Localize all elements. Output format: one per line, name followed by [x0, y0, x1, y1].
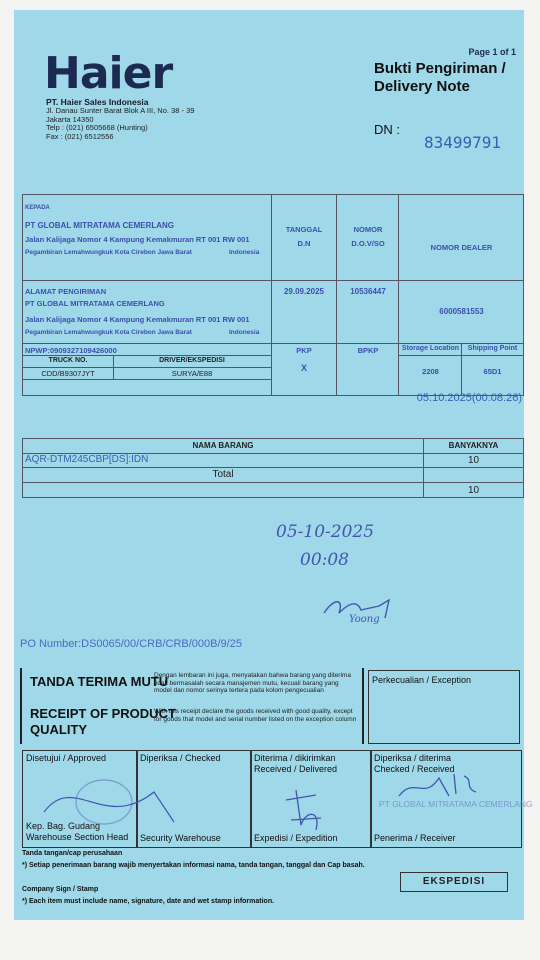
receipt-text-id: Dengan lembaran ini juga, menyatakan bahwa barang yang diterima tidak bermasalah secara manajemen mutu, kecuali barang yang model dan nomor serinya tertera pada kolom pengecualian — [154, 672, 351, 694]
phone-line: Telp : (021) 6505668 (Hunting) — [46, 123, 148, 132]
item-qty-header: BANYAKNYA — [448, 441, 499, 450]
haier-logo: Haier — [44, 48, 173, 99]
customer-info-table — [22, 194, 524, 396]
document-title — [374, 60, 506, 96]
address-line: Jakarta 14350 — [46, 114, 94, 124]
po-number: PO Number:DS0065/00/CRB/CRB/000B/9/25 — [20, 638, 242, 650]
receiver-signature — [394, 766, 484, 806]
customer-address-2: Pegambiran Lemahwungkuk Kota Cirebon Jawa Barat — [25, 249, 192, 256]
shipping-point-label: Shipping Point — [467, 345, 518, 352]
driver-label: DRIVER/EKSPEDISI — [159, 357, 225, 364]
driver-name: SURYA/E88 — [171, 369, 213, 378]
address-line: Jl. Danau Sunter Barat Blok A III, No. 38 - 39 — [46, 106, 195, 115]
ship-country: Indonesia — [229, 329, 260, 336]
npwp: NPWP:0909327109426000 — [25, 346, 117, 355]
handwritten-date: 05-10-2025 — [276, 522, 375, 542]
delivery-note-paper — [14, 10, 533, 920]
print-timestamp: 05.10.2025(00:08:26) — [416, 392, 522, 404]
dealer-number: 6000581553 — [439, 307, 484, 316]
title-indonesian: Bukti Pengiriman / — [374, 60, 506, 77]
total-qty: 10 — [467, 485, 480, 496]
storage-location-label: Storage Location — [401, 345, 460, 352]
copy-label: EKSPEDISI — [400, 872, 508, 892]
sign-box-top-label: Diperiksa / diterima Checked / Received — [374, 753, 455, 774]
page-number: Page 1 of 1 — [468, 47, 516, 57]
ship-address-1: Jalan Kalijaga Nomor 4 Kampung Kemakmuran RT 001 RW 001 — [25, 315, 250, 324]
do-number: 10536447 — [350, 287, 386, 296]
title-english: Delivery Note — [374, 78, 470, 95]
shipping-point-value: 65D1 — [483, 367, 502, 376]
receipt-title-en-2: QUALITY — [30, 722, 88, 737]
dn-label: DN : — [374, 122, 400, 137]
approver-signature — [34, 762, 184, 842]
sign-box-bottom-label: Security Warehouse — [140, 833, 221, 843]
tanggal-label: TANGGAL — [285, 225, 323, 234]
exception-box — [368, 670, 520, 744]
handwritten-time: 00:08 — [300, 550, 349, 570]
dealer-label: NOMOR DEALER — [430, 243, 493, 252]
receipt-text-en: With this receipt declare the goods received with good quality, except for goods that model and serial number listed on the exception column — [154, 708, 357, 723]
item-row-name: AQR-DTM245CBP[DS]:IDN — [25, 454, 149, 465]
customer-address-1: Jalan Kalijaga Nomor 4 Kampung Kemakmuran RT 001 RW 001 — [25, 235, 250, 244]
nomor-label: NOMOR — [353, 225, 383, 234]
truck-label: TRUCK NO. — [48, 357, 88, 364]
sign-box-bottom-label: Penerima / Receiver — [374, 833, 456, 843]
bpkp-label: BPKP — [357, 346, 379, 355]
pkp-value: X — [300, 363, 307, 373]
receipt-title-en-1: RECEIPT OF PRODUCT — [30, 706, 176, 721]
truck-number: CDD/B9307JYT — [41, 369, 95, 378]
storage-location-value: 2208 — [422, 367, 439, 376]
dn-number: 83499791 — [424, 133, 502, 152]
receipt-quality-box — [20, 668, 364, 744]
exception-label: Perkecualian / Exception — [372, 675, 472, 685]
total-label: Total — [212, 469, 234, 480]
company-sign-label-en: Company Sign / Stamp — [22, 886, 99, 893]
sign-box-top-label: Disetujui / Approved — [26, 753, 107, 763]
items-table — [22, 438, 524, 498]
sign-box-top-label: Diterima / dikirimkan Received / Delivered — [254, 753, 338, 774]
delivery-date: 29.09.2025 — [283, 287, 325, 296]
company-name: PT. Haier Sales Indonesia — [46, 97, 149, 107]
expedition-signature — [276, 780, 336, 840]
receipt-title-id: TANDA TERIMA MUTU — [30, 674, 169, 689]
sign-box-bottom-label: Kep. Bag. Gudang Warehouse Section Head — [26, 821, 129, 842]
dovso-label: D.O.V/SO — [351, 239, 385, 248]
company-sign-label-id: Tanda tangan/cap perusahaan — [22, 850, 123, 857]
note-indonesian: *) Setiap penerimaan barang wajib menyertakan informasi nama, tanda tangan, tanggal dan Cap basah. — [22, 862, 365, 869]
sign-box-top-label: Diperiksa / Checked — [140, 753, 221, 763]
item-row-qty: 10 — [467, 455, 480, 466]
handwritten-sign-name: Yoong — [349, 614, 380, 625]
fax-line: Fax : (021) 6512556 — [46, 131, 114, 141]
company-stamp: PT GLOBAL MITRATAMA CEMERLANG — [379, 799, 533, 809]
ship-name: PT GLOBAL MITRATAMA CEMERLANG — [25, 299, 165, 308]
note-english: *) Each item must include name, signature, date and wet stamp information. — [22, 898, 275, 905]
dn-sub-label: D.N — [297, 239, 311, 248]
company-address — [46, 107, 194, 141]
customer-country: Indonesia — [229, 249, 260, 256]
ship-address-2: Pegambiran Lemahwungkuk Kota Cirebon Jawa Barat — [25, 329, 192, 336]
sign-box-bottom-label: Expedisi / Expedition — [254, 833, 338, 843]
pkp-label: PKP — [296, 346, 312, 355]
customer-name: PT GLOBAL MITRATAMA CEMERLANG — [25, 221, 175, 230]
item-name-header: NAMA BARANG — [192, 441, 254, 450]
kepada-label: KEPADA — [25, 205, 50, 211]
ship-label: ALAMAT PENGIRIMAN — [25, 287, 107, 296]
